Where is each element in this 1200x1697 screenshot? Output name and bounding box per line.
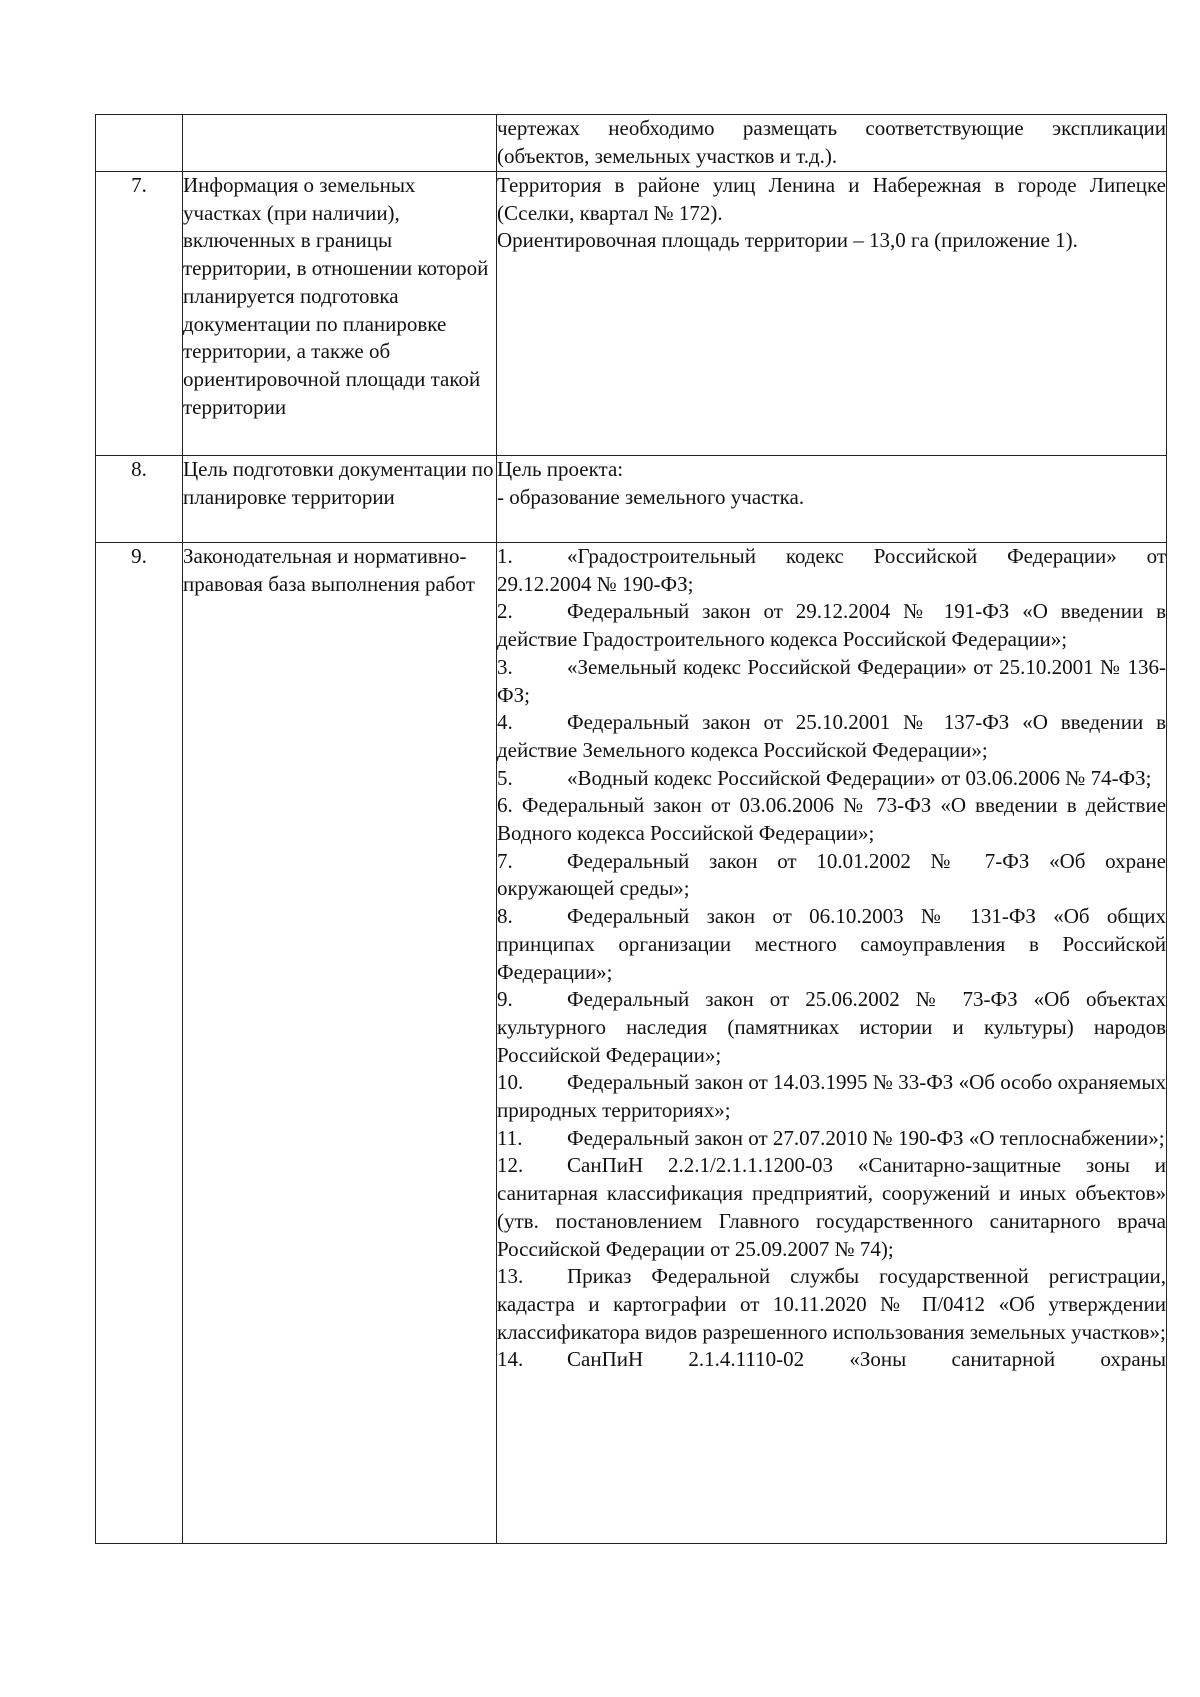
row-content bbox=[497, 456, 1167, 543]
list-item bbox=[497, 792, 1166, 847]
item-number: 9. bbox=[497, 987, 513, 1012]
item-number: 2. bbox=[497, 599, 513, 624]
item-text: Приказ Федеральной службы государственной регистрации, кадастра и картографии от 10.11.2020 № П/0412 «Об утверждении классификатора видов разрешенного использования земельных участков»; bbox=[497, 1264, 1166, 1344]
list-item bbox=[497, 1152, 1166, 1263]
row-content bbox=[497, 115, 1167, 172]
list-item bbox=[497, 543, 1166, 598]
item-text: «Градостроительный кодекс Российской Федерации» от 29.12.2004 № 190-ФЗ; bbox=[497, 544, 1166, 596]
item-text: Федеральный закон от 27.07.2010 № 190-ФЗ «О теплоснабжении»; bbox=[567, 1125, 1165, 1150]
paragraph: Ориентировочная площадь территории – 13,0 га (приложение 1). bbox=[497, 228, 1078, 253]
row-number: 9. bbox=[96, 543, 183, 1544]
table-row bbox=[96, 543, 1167, 1544]
list-item bbox=[497, 709, 1166, 764]
item-text: Федеральный закон от 03.06.2006 № 73-ФЗ «О введении в действие Водного кодекса Российской Федерации»; bbox=[497, 793, 1167, 846]
item-text: Федеральный закон от 10.01.2002 № 7-ФЗ «Об охране окружающей среды»; bbox=[497, 848, 1166, 901]
item-text: «Земельный кодекс Российской Федерации» от 25.10.2001 № 136-ФЗ; bbox=[497, 654, 1166, 707]
item-number: 5. bbox=[497, 765, 513, 790]
list-item bbox=[497, 598, 1166, 653]
item-text: СанПиН 2.2.1/2.1.1.1200-03 «Санитарно-защитные зоны и санитарная классификация предприятий, сооружений и иных объектов» (утв. постановлением Главного государственного санитарного врача Российской Федерации от 25.09.2007 № 74); bbox=[497, 1153, 1166, 1261]
item-text: Федеральный закон от 29.12.2004 № 191-ФЗ «О введении в действие Градостроительного кодекса Российской Федерации»; bbox=[497, 599, 1166, 652]
item-number: 1. bbox=[497, 544, 513, 568]
row-label: Информация о земельных участках (при наличии), включенных в границы территории, в отношении которой планируется подготовка документации по планировке территории, а также об ориентировочной площади такой территории bbox=[183, 172, 497, 456]
paragraph: - образование земельного участка. bbox=[497, 484, 805, 509]
item-number: 14. bbox=[497, 1347, 524, 1372]
item-text: Федеральный закон от 25.06.2002 № 73-ФЗ «Об объектах культурного наследия (памятниках истории и культуры) народов Российской Федерации»; bbox=[497, 987, 1166, 1067]
list-item bbox=[497, 1069, 1166, 1124]
list-item bbox=[497, 1346, 1166, 1374]
item-number: 7. bbox=[497, 848, 513, 873]
item-number: 8. bbox=[497, 904, 513, 929]
table-row bbox=[96, 172, 1167, 456]
row-number: 8. bbox=[96, 456, 183, 543]
item-number: 11. bbox=[497, 1125, 523, 1150]
item-text: Федеральный закон от 06.10.2003 № 131-ФЗ «Об общих принципах организации местного самоуправления в Российской Федерации»; bbox=[497, 904, 1166, 984]
requirements-table bbox=[95, 114, 1167, 1544]
table-row bbox=[96, 115, 1167, 172]
list-item bbox=[497, 986, 1166, 1069]
paragraph: Территория в районе улиц Ленина и Набережная в городе Липецке (Сселки, квартал № 172). bbox=[497, 173, 1166, 225]
list-item bbox=[497, 903, 1166, 986]
item-text: «Водный кодекс Российской Федерации» от 03.06.2006 № 74-ФЗ; bbox=[567, 765, 1152, 790]
list-item bbox=[497, 1263, 1166, 1346]
item-number: 12. bbox=[497, 1153, 524, 1178]
item-number: 6. bbox=[497, 793, 513, 818]
item-number: 13. bbox=[497, 1264, 524, 1289]
item-text: Федеральный закон от 14.03.1995 № 33-ФЗ «Об особо охраняемых природных территориях»; bbox=[497, 1070, 1166, 1123]
list-item bbox=[497, 654, 1166, 709]
list-item bbox=[497, 848, 1166, 903]
list-item bbox=[497, 1125, 1166, 1153]
item-text: Федеральный закон от 25.10.2001 № 137-ФЗ «О введении в действие Земельного кодекса Российской Федерации»; bbox=[497, 710, 1166, 762]
row-number bbox=[96, 115, 183, 172]
legal-basis-list bbox=[497, 543, 1167, 1544]
paragraph: чертежах необходимо размещать соответствующие экспликации (объектов, земельных участков и т.д.). bbox=[497, 116, 1166, 168]
row-label: Законодательная и нормативно-правовая база выполнения работ bbox=[183, 543, 497, 1544]
row-number: 7. bbox=[96, 172, 183, 456]
item-text: СанПиН 2.1.4.1110-02 «Зоны санитарной охраны bbox=[567, 1347, 1166, 1372]
paragraph: Цель проекта: bbox=[497, 457, 624, 481]
table-row bbox=[96, 456, 1167, 543]
item-number: 10. bbox=[497, 1070, 524, 1095]
row-label bbox=[183, 115, 497, 172]
item-number: 4. bbox=[497, 710, 513, 735]
row-label: Цель подготовки документации по планировке территории bbox=[183, 456, 497, 543]
list-item bbox=[497, 765, 1166, 793]
row-content bbox=[497, 172, 1167, 456]
item-number: 3. bbox=[497, 654, 513, 679]
